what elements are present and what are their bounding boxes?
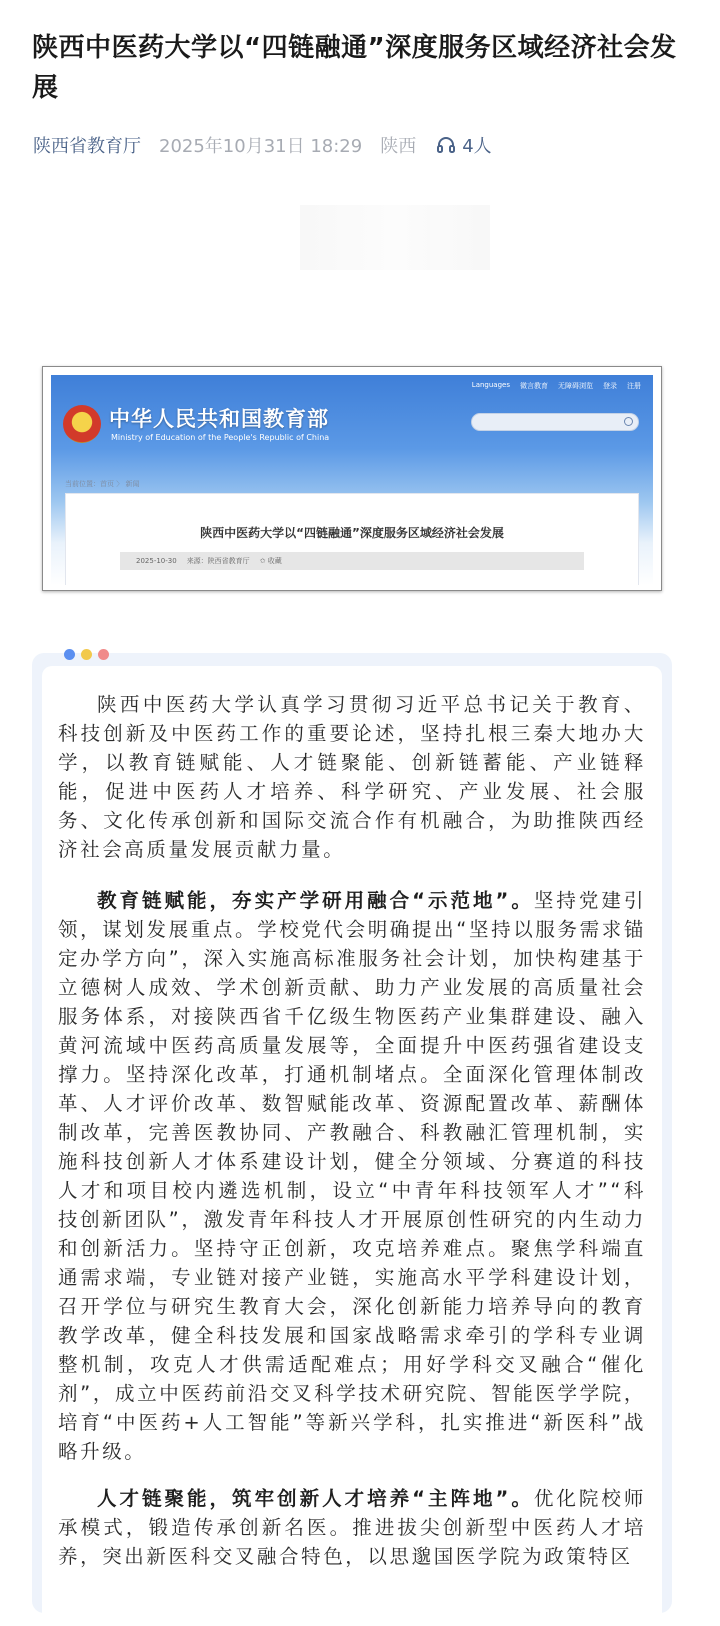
topnav-item: 注册: [627, 382, 641, 390]
article-paragraph: [58, 1484, 646, 1571]
topnav-item: 微言教育: [520, 382, 548, 390]
ministry-article-title: 陕西中医药大学以“四链融通”深度服务区域经济社会发展: [200, 526, 504, 540]
dot-yellow-icon: [81, 649, 92, 660]
dot-red-icon: [98, 649, 109, 660]
ministry-favorite: ✩ 收藏: [259, 557, 282, 565]
decorative-dots: [64, 649, 109, 660]
national-emblem-icon: [63, 405, 101, 443]
article-paragraph: 陕西中医药大学认真学习贯彻习近平总书记关于教育、科技创新及中医药工作的重要论述，坚持扎根三秦大地办大学，以教育链赋能、人才链聚能、创新链蓄能、产业链释能，促进中医药人才培养、科学研究、产业发展、社会服务、文化传承创新和国际交流合作有机融合，为助推陕西经济社会高质量发展贡献力量。: [58, 693, 646, 861]
ministry-article-infobar: [120, 552, 584, 570]
ministry-article-panel: [65, 493, 639, 585]
faint-watermark-image: [300, 205, 490, 270]
headphones-icon: [436, 135, 456, 155]
ministry-breadcrumb: 当前位置：首页 〉 新闻: [65, 480, 140, 488]
paragraph-lead: 教育链赋能，夯实产学研用融合“示范地”。: [97, 889, 534, 912]
article-meta: [33, 131, 492, 159]
topnav-item: 登录: [603, 382, 617, 390]
ministry-banner: [51, 375, 653, 585]
article-datetime: 2025年10月31日 18:29: [159, 136, 363, 157]
listener-count: 4人: [462, 136, 492, 157]
article-paragraph: [58, 886, 646, 1466]
ministry-page-screenshot[interactable]: [42, 366, 662, 591]
paragraph-text: 坚持党建引领，谋划发展重点。学校党代会明确提出“坚持以服务需求锚定办学方向”，深入实施高标准服务社会计划，加快构建基于立德树人成效、学术创新贡献、助力产业发展的高质量社会服务体系，对接陕西省千亿级生物医药产业集群建设、融入黄河流域中医药高质量发展等，全面提升中医药强省建设支撑力。坚持深化改革，打通机制堵点。全面深化管理体制改革、人才评价改革、数智赋能改革、资源配置改革、薪酬体制改革，完善医教协同、产教融合、科教融汇管理机制，实施科技创新人才体系建设计划，健全分领域、分赛道的科技人才和项目校内遴选机制，设立“中青年科技领军人才”“科技创新团队”，激发青年科技人才开展原创性研究的内生动力和创新活力。坚持守正创新，攻克培养难点。聚焦学科端直通需求端，专业链对接产业链，实施高水平学科建设计划，召开学位与研究生教育大会，深化创新能力培养导向的教育教学改革，健全科技发展和国家战略需求牵引的学科专业调整机制，攻克人才供需适配难点；用好学科交叉融合“催化剂”，成立中医药前沿交叉科学技术研究院、智能医学学院，培育“中医药+人工智能”等新兴学科，扎实推进“新医科”战略升级。: [58, 889, 646, 1463]
paragraph-lead: 人才链聚能，筑牢创新人才培养“主阵地”。: [97, 1487, 534, 1510]
article-source[interactable]: 陕西省教育厅: [33, 136, 141, 157]
listen-button[interactable]: [436, 132, 491, 158]
article-title: 陕西中医药大学以“四链融通”深度服务区域经济社会发展: [32, 33, 677, 103]
dot-blue-icon: [64, 649, 75, 660]
topnav-item: 无障碍浏览: [558, 382, 593, 390]
ministry-search-box: [471, 413, 639, 431]
ministry-article-date: 2025-10-30: [136, 557, 177, 565]
ministry-article-source: 来源：陕西省教育厅: [186, 557, 250, 565]
ministry-name-cn: 中华人民共和国教育部: [109, 407, 329, 431]
ministry-name-en: Ministry of Education of the People's Republic of China: [111, 433, 330, 442]
topnav-item: Languages: [471, 381, 510, 389]
ministry-topnav: [472, 381, 641, 391]
article-region: 陕西: [380, 136, 417, 157]
paragraph-text: 优化院校师承模式，锻造传承创新名医。推进拔尖创新型中医药人才培养，突出新医科交叉融合特色，以思邈国医学院为政策特区: [58, 1487, 646, 1568]
